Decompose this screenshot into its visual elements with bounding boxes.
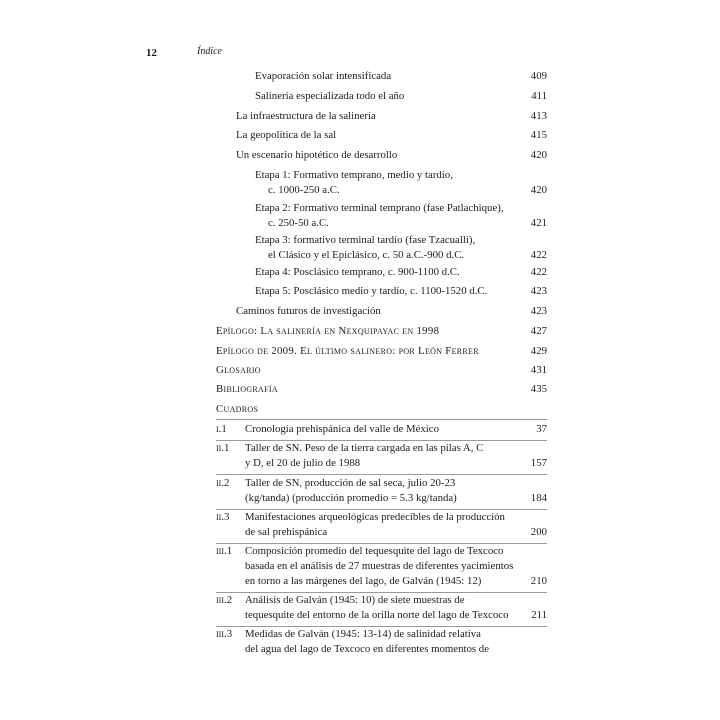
toc-entry-page: 423 [530, 305, 547, 317]
cuadro-title: Medidas de Galván (1945: 13-14) de salinidad relativa [245, 628, 481, 640]
cuadro-number: ii.2 [216, 477, 230, 489]
toc-entry-page: 421 [530, 217, 547, 229]
cuadro-title: Taller de SN. Peso de la tierra cargada en las pilas A, C [245, 442, 484, 454]
toc-entry-salineria-especializada [255, 89, 547, 104]
cuadro-entry [216, 593, 547, 623]
toc-section-title: Cuadros [216, 403, 259, 415]
cuadro-page: 37 [536, 423, 547, 435]
cuadro-title: Taller de SN, producción de sal seca, julio 20-23 [245, 477, 456, 489]
toc-entry-bibliografia [216, 382, 547, 397]
toc-entry-etapa-4 [255, 265, 547, 280]
toc-entry-page: 420 [530, 184, 547, 196]
toc-entry-title-cont: c. 250-50 a.C. [268, 217, 329, 229]
toc-entry-page: 411 [531, 90, 547, 102]
toc-entry-title: Salinería especializada todo el año [255, 90, 405, 102]
divider [216, 419, 547, 420]
toc-entry-page: 413 [530, 110, 547, 122]
cuadro-page: 184 [530, 492, 547, 504]
toc-entry-page: 431 [530, 364, 547, 376]
toc-section-cuadros [216, 402, 547, 417]
toc-entry-evaporacion [255, 69, 547, 84]
cuadro-entry [216, 544, 547, 589]
cuadro-title-cont: del agua del lago de Texcoco en diferentes momentos de [245, 643, 489, 655]
cuadro-title: Composición promedio del tequesquite del lago de Texcoco [245, 545, 504, 557]
toc-entry-page: 420 [530, 149, 547, 161]
toc-entry-title: Etapa 2: Formativo terminal temprano (fase Patlachique), [255, 202, 504, 214]
cuadro-number: iii.1 [216, 545, 233, 557]
cuadro-number: i.1 [216, 423, 227, 435]
toc-entry-geopolitica [236, 128, 547, 143]
toc-entry-infraestructura [236, 109, 547, 124]
cuadro-page: 200 [530, 526, 547, 538]
toc-entry-etapa-3 [255, 233, 547, 263]
toc-entry-epilogo-1998 [216, 324, 547, 339]
toc-entry-page: 423 [530, 285, 547, 297]
cuadro-number: iii.2 [216, 594, 233, 606]
toc-entry-title: Etapa 3: formativo terminal tardío (fase Tzacualli), [255, 234, 476, 246]
cuadro-page: 157 [530, 457, 547, 469]
cuadro-title-cont: y D, el 20 de julio de 1988 [245, 457, 361, 469]
toc-entry-page: 429 [530, 345, 547, 357]
cuadro-entry [216, 441, 547, 471]
divider [216, 474, 547, 475]
toc-entry-etapa-5 [255, 284, 547, 299]
cuadro-entry [216, 510, 547, 540]
toc-entry-title: Epílogo de 2009. El último salinero: por León Ferrer [216, 345, 479, 357]
cuadro-title-cont: basada en el análisis de 27 muestras de diferentes yacimientos [245, 560, 514, 572]
cuadro-number: ii.3 [216, 511, 230, 523]
cuadro-entry [216, 476, 547, 506]
cuadro-entry [216, 422, 547, 437]
toc-entry-title: Etapa 1: Formativo temprano, medio y tardío, [255, 169, 453, 181]
toc-entry-title: Bibliografía [216, 383, 278, 395]
toc-entry-title: Glosario [216, 364, 261, 376]
toc-entry-title: Etapa 5: Posclásico medio y tardío, c. 1100-1520 d.C. [255, 285, 488, 297]
cuadro-entry [216, 627, 547, 657]
toc-entry-title: Un escenario hipotético de desarrollo [236, 149, 398, 161]
cuadro-title: Cronología prehispánica del valle de México [245, 423, 439, 435]
toc-entry-etapa-2 [255, 201, 547, 231]
cuadro-page: 211 [531, 609, 547, 621]
toc-entry-title: La infraestructura de la salinería [236, 110, 376, 122]
toc-entry-etapa-1 [255, 168, 547, 198]
toc-entry-page: 422 [530, 249, 547, 261]
toc-entry-page: 427 [530, 325, 547, 337]
cuadro-title: Análisis de Galván (1945: 10) de siete muestras de [245, 594, 465, 606]
running-head: Índice [197, 46, 222, 57]
toc-entry-page: 415 [530, 129, 547, 141]
toc-entry-glosario [216, 363, 547, 378]
cuadro-title-cont: en torno a las márgenes del lago, de Galván (1945: 12) [245, 575, 482, 587]
toc-entry-title-cont: el Clásico y el Epiclásico, c. 50 a.C.-900 d.C. [268, 249, 465, 261]
page-number: 12 [146, 47, 157, 59]
cuadro-title-cont: de sal prehispánica [245, 526, 328, 538]
toc-entry-title-cont: c. 1000-250 a.C. [268, 184, 340, 196]
toc-entry-title: Epílogo: La salinería en Nexquipayac en 1998 [216, 325, 440, 337]
cuadro-page: 210 [530, 575, 547, 587]
toc-entry-page: 435 [530, 383, 547, 395]
toc-entry-page: 409 [530, 70, 547, 82]
toc-entry-title: La geopolítica de la sal [236, 129, 337, 141]
toc-entry-caminos-futuros [236, 304, 547, 319]
toc-entry-page: 422 [530, 266, 547, 278]
cuadro-title-cont: tequesquite del entorno de la orilla norte del lago de Texcoco [245, 609, 509, 621]
toc-entry-title: Caminos futuros de investigación [236, 305, 381, 317]
cuadro-title-cont: (kg/tanda) (producción promedio = 5.3 kg/tanda) [245, 492, 457, 504]
toc-entry-escenario [236, 148, 547, 163]
toc-entry-title: Etapa 4: Posclásico temprano, c. 900-1100 d.C. [255, 266, 460, 278]
cuadro-number: iii.3 [216, 628, 233, 640]
toc-entry-title: Evaporación solar intensificada [255, 70, 392, 82]
cuadro-number: ii.1 [216, 442, 230, 454]
toc-entry-epilogo-2009 [216, 344, 547, 359]
cuadro-title: Manifestaciones arqueológicas predecibles de la producción [245, 511, 505, 523]
